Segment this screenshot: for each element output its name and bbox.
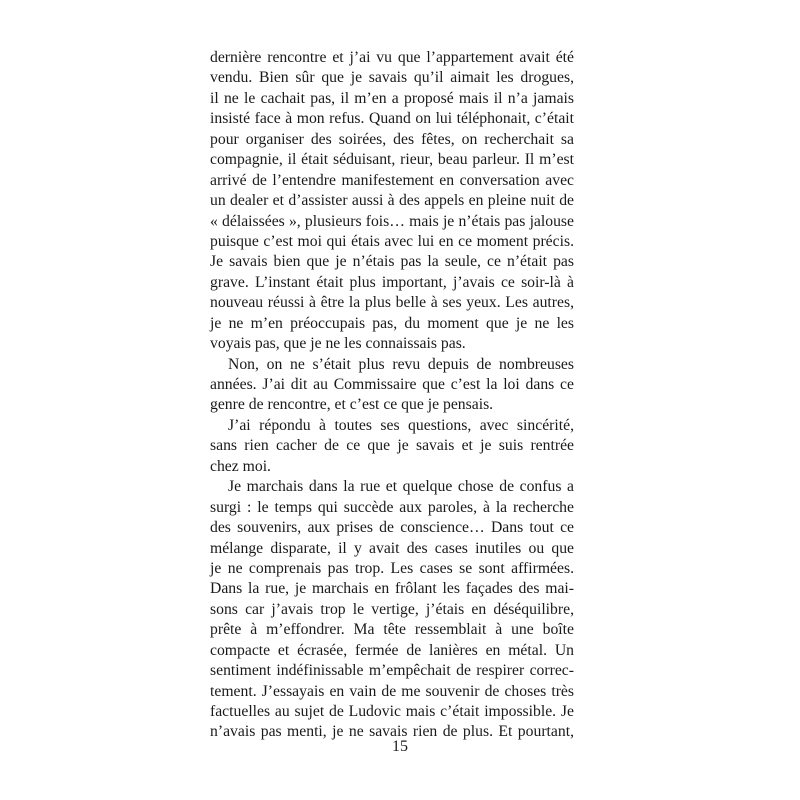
text-line: dernière rencontre et j’ai vu que l’appartement avait été [210,49,574,66]
text-line: vendu. Bien sûr que je savais qu’il aimait les drogues, [210,69,574,87]
text-line: des souvenirs, aux prises de conscience… Dans tout ce [210,519,574,537]
text-line: mélange disparate, il y avait des cases inutiles ou que [210,539,574,557]
text-line: sons car j’avais trop le vertige, j’étais en déséquilibre, [210,600,574,618]
text-line: voyais pas, que je ne les connaissais pas. [210,335,466,353]
text-line: Je marchais dans la rue et quelque chose de confus a [228,478,574,496]
text-line: puisque c’est moi qui étais avec lui en ce moment précis. [210,232,574,250]
page-number: 15 [392,738,408,755]
text-line: n’avais pas menti, je ne savais rien de plus. Et pourtant, [210,723,574,741]
text-line: J’ai répondu à toutes ses questions, avec sincérité, [228,416,574,434]
text-line: nouveau réussi à être la plus belle à ses yeux. Les autres, [210,294,574,312]
text-line: Je savais bien que je n’étais pas la seule, ce n’était pas [210,253,574,271]
text-line: arrivé de l’entendre manifestement en conversation avec [210,171,574,189]
text-line: surgi : le temps qui succède aux paroles, à la recherche [210,498,574,516]
text-line: sans rien cacher de ce que je savais et je suis rentrée [210,437,574,455]
text-line: pour organiser des soirées, des fêtes, on recherchait sa [210,130,574,148]
text-line: je ne m’en préoccupais pas, du moment que je ne les [210,314,574,332]
text-line: un dealer et d’assister aussi à des appels en pleine nuit de [210,192,574,210]
text-line: je ne comprenais pas trop. Les cases se sont affirmées. [210,559,574,577]
text-line: années. J’ai dit au Commissaire que c’est la loi dans ce [210,376,574,393]
text-line: Dans la rue, je marchais en frôlant les façades des mai- [210,580,574,598]
text-line: factuelles au sujet de Ludovic mais c’était impossible. Je [210,703,574,720]
text-line: Non, on ne s’était plus revu depuis de nombreuses [228,355,574,373]
text-line: grave. L’instant était plus important, j’avais ce soir-là à [210,273,574,291]
text-line: il ne le cachait pas, il m’en a proposé mais il n’a jamais [210,89,574,107]
text-line: chez moi. [210,457,271,475]
text-line: prête à m’effondrer. Ma tête ressemblait à une boîte [210,621,574,639]
text-line: sentiment indéfinissable m’empêchait de respirer correc- [210,662,574,680]
text-line: compagnie, il était séduisant, rieur, beau parleur. Il m’est [210,151,574,169]
body-text [210,48,574,743]
text-line: genre de rencontre, et c’est ce que je pensais. [210,396,494,414]
text-line: insisté face à mon refus. Quand on lui téléphonait, c’était [210,110,574,128]
text-line: « délaissées », plusieurs fois… mais je n’étais pas jalouse [210,212,574,230]
text-line: compacte et écrasée, fermée de lanières en métal. Un [210,641,574,659]
text-line: tement. J’essayais en vain de me souvenir de choses très [210,682,574,700]
